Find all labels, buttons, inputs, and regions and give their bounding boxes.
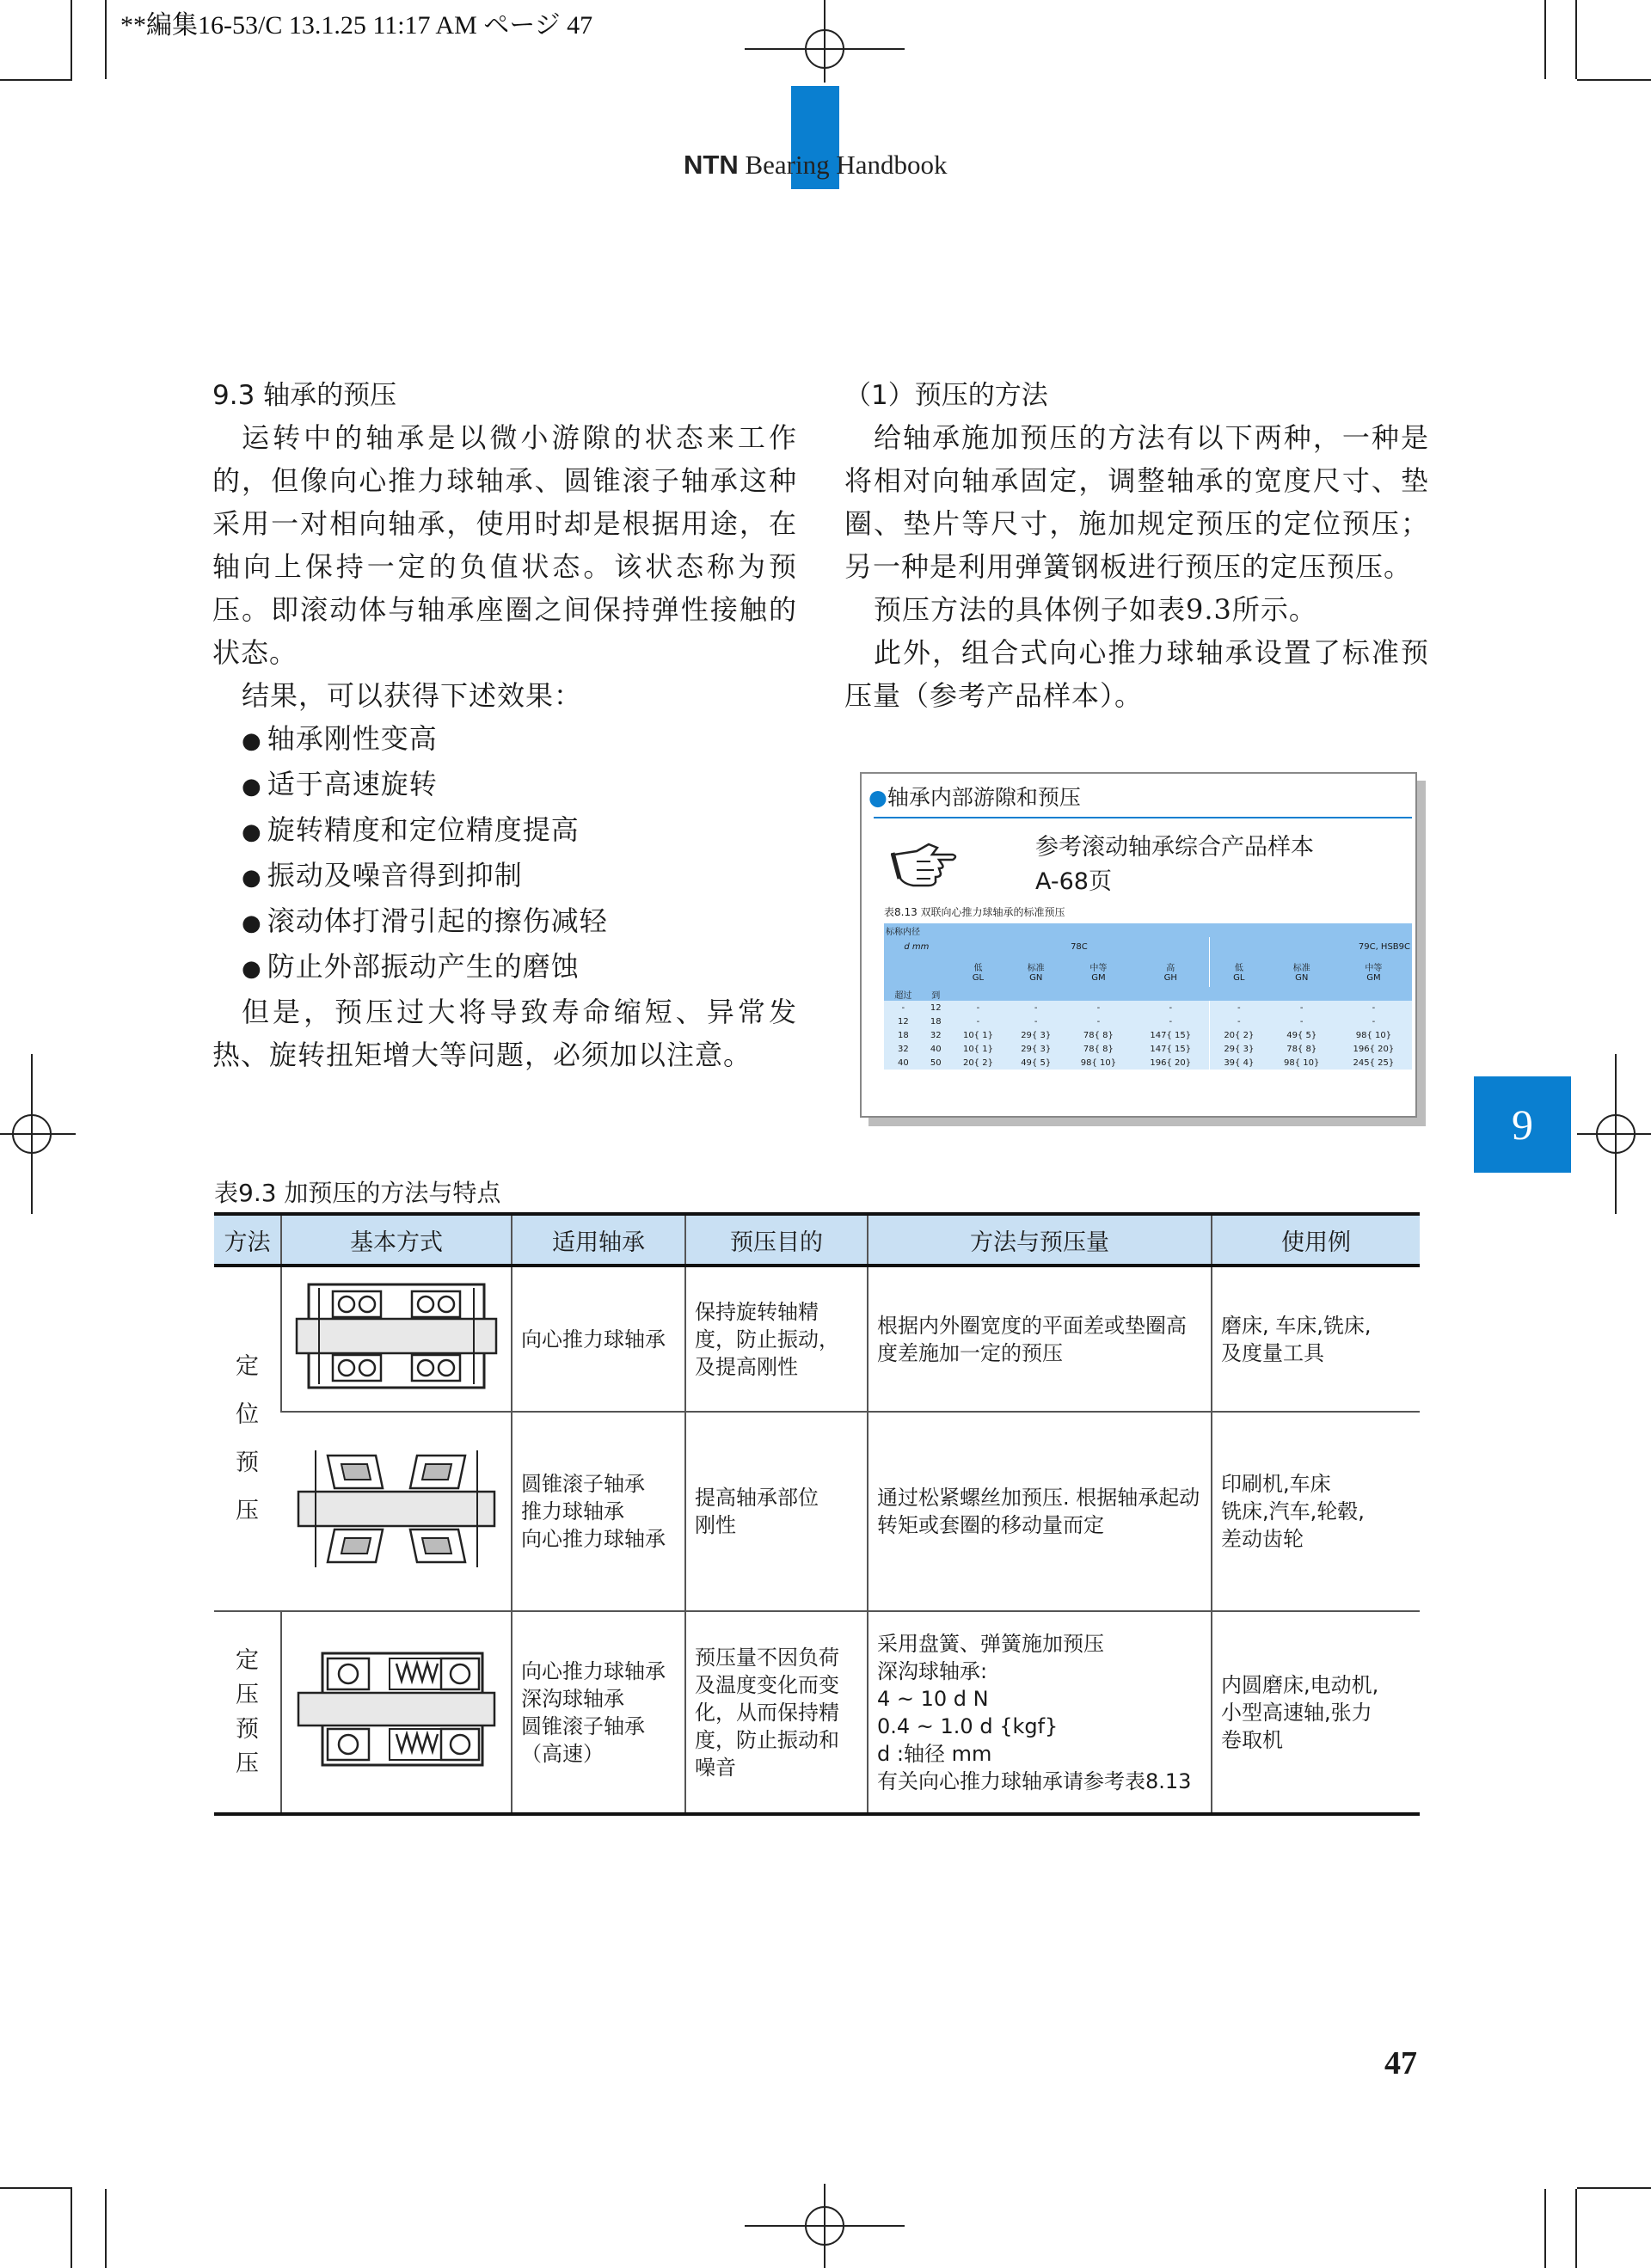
figure-cell <box>281 1266 512 1412</box>
table-cell: 49{ 5} <box>1286 1030 1317 1040</box>
table-row <box>884 1056 1412 1070</box>
crop-mark <box>1577 79 1651 81</box>
table-row <box>884 1001 1412 1014</box>
subsection-title: （1）预压的方法 <box>844 380 1048 411</box>
list-item: ● 适于高速旋转 <box>242 763 797 808</box>
print-slug: **編集16-53/C 13.1.25 11:17 AM ページ 47 <box>120 11 593 40</box>
table-row <box>214 1412 1420 1611</box>
table-cell: - <box>1096 1002 1101 1013</box>
crop-mark <box>1544 0 1546 79</box>
column-header: 预压目的 <box>685 1214 868 1266</box>
spring-preload-diagram <box>293 1645 500 1774</box>
table-row <box>214 1611 1420 1814</box>
figure-cell <box>281 1412 512 1611</box>
registration-line <box>824 0 826 83</box>
table-cell: 10{ 1} <box>962 1044 993 1054</box>
page-number: 47 <box>1384 2045 1417 2081</box>
mini-table-caption: 表8.13 双联向心推力球轴承的标准预压 <box>884 906 1065 918</box>
crop-mark <box>1577 2187 1651 2189</box>
reference-box <box>860 772 1417 1118</box>
header-brand: NTN <box>684 150 739 180</box>
paragraph: 此外，组合式向心推力球轴承设置了标准预压量（参考产品样本）。 <box>844 636 1429 712</box>
table-cell: - <box>1034 1002 1038 1013</box>
table-cell: 12 <box>897 1016 909 1027</box>
crop-mark <box>1544 2189 1546 2268</box>
standard-preload-table <box>884 923 1412 1070</box>
table-cell: 18 <box>897 1030 909 1040</box>
table-cell: - <box>1299 1016 1304 1027</box>
reference-box-title <box>868 781 1081 812</box>
table-cell: - <box>976 1002 980 1013</box>
registration-line <box>1577 1133 1651 1135</box>
crop-mark <box>1575 2189 1577 2268</box>
table-cell: 78{ 8} <box>1083 1044 1114 1054</box>
purpose-cell: 提高轴承部位 刚性 <box>685 1412 868 1611</box>
table-cell: 32 <box>930 1030 942 1040</box>
crop-mark <box>71 0 72 79</box>
table-header-cell: 超过 <box>894 990 912 1001</box>
table-row <box>884 1028 1412 1042</box>
use-example-cell: 磨床, 车床,铣床, 及度量工具 <box>1212 1266 1420 1412</box>
table-cell: 18 <box>930 1016 942 1027</box>
table-header-cell: 低 GL <box>1233 964 1245 983</box>
list-item: ● 振动及噪音得到抑制 <box>242 854 797 899</box>
table-cell: 32 <box>897 1044 909 1054</box>
crop-mark <box>0 2187 72 2189</box>
purpose-cell: 保持旋转轴精度，防止振动，及提高刚性 <box>685 1266 868 1412</box>
table-cell: 29{ 3} <box>1021 1030 1052 1040</box>
column-header: 方法与预压量 <box>868 1214 1212 1266</box>
reference-page: A-68页 <box>1035 868 1112 895</box>
method-cell: 采用盘簧、弹簧施加预压 深沟球轴承: 4 ~ 10 d N 0.4 ~ 1.0 d {kgf} d :轴径 mm 有关向心推力球轴承请参考表8.13 <box>868 1611 1212 1814</box>
table-cell: - <box>1372 1002 1376 1013</box>
bullet-dot-icon: ● <box>868 785 887 810</box>
table-header-cell: 标准 GN <box>1027 964 1045 983</box>
table-header-cell: d mm <box>904 941 930 952</box>
table-header-cell <box>1210 923 1412 937</box>
crop-mark <box>0 79 72 81</box>
table-row <box>884 1014 1412 1028</box>
table-caption: 表9.3 加预压的方法与特点 <box>214 1179 501 1207</box>
paragraph: 结果，可以获得下述效果： <box>242 679 583 712</box>
purpose-cell: 预压量不因负荷及温度变化而变化，从而保持精度，防止振动和噪音 <box>685 1611 868 1814</box>
crop-mark <box>71 2189 72 2268</box>
table-cell: 20{ 2} <box>962 1057 993 1068</box>
table-cell: 196{ 20} <box>1353 1044 1395 1054</box>
method-label-position: 定 位 预 压 <box>214 1266 281 1611</box>
table-header-cell: 标准 GN <box>1292 964 1310 983</box>
table-cell: - <box>1132 1014 1210 1028</box>
table-cell: 49{ 5} <box>1021 1057 1052 1068</box>
table-cell: 12 <box>930 1002 942 1013</box>
table-cell: - <box>1299 1002 1304 1013</box>
method-cell: 通过松紧螺丝加预压. 根据轴承起动转矩或套圈的移动量而定 <box>868 1412 1212 1611</box>
table-header-cell: 到 <box>931 990 941 1001</box>
list-item: ● 滚动体打滑引起的擦伤减轻 <box>242 899 797 945</box>
chapter-tab: 9 <box>1474 1076 1571 1173</box>
table-cell: 147{ 15} <box>1132 1042 1210 1056</box>
list-item: ● 轴承刚性变高 <box>242 717 797 763</box>
table-cell: 29{ 3} <box>1021 1044 1052 1054</box>
preload-methods-table <box>214 1212 1420 1816</box>
reference-text <box>1035 831 1314 899</box>
section-title: 9.3 轴承的预压 <box>212 380 397 411</box>
table-header-cell: 79C, HSB9C <box>1358 941 1410 952</box>
paragraph: 预压方法的具体例子如表9.3所示。 <box>874 593 1317 626</box>
table-header-cell: 78C <box>949 937 1210 956</box>
bearing-type-cell: 向心推力球轴承 <box>512 1266 685 1412</box>
table-cell: 196{ 20} <box>1132 1056 1210 1070</box>
table-cell: - <box>1372 1016 1376 1027</box>
table-cell: - <box>901 1002 905 1013</box>
table-cell: 50 <box>930 1057 942 1068</box>
bearing-type-cell: 向心推力球轴承 深沟球轴承 圆锥滚子轴承 （高速） <box>512 1611 685 1814</box>
table-cell: 10{ 1} <box>962 1030 993 1040</box>
left-column <box>212 373 797 1076</box>
table-header-cell <box>949 987 1412 1001</box>
paragraph: 给轴承施加预压的方法有以下两种，一种是将相对向轴承固定，调整轴承的宽度尺寸、垫圈、垫片等尺寸，施加规定预压的定位预压；另一种是利用弹簧钢板进行预压的定压预压。 <box>844 421 1429 583</box>
table-cell: - <box>1132 1001 1210 1014</box>
header-title: Bearing Handbook <box>738 150 948 180</box>
table-header-cell <box>949 923 1210 937</box>
table-cell: - <box>1096 1016 1101 1027</box>
table-cell: - <box>1034 1016 1038 1027</box>
table-cell: - <box>1237 1016 1241 1027</box>
running-header <box>684 150 948 181</box>
reference-line: 参考滚动轴承综合产品样本 <box>1035 834 1314 861</box>
table-cell: - <box>1237 1002 1241 1013</box>
table-cell: 29{ 3} <box>1224 1044 1255 1054</box>
table-row <box>214 1266 1420 1412</box>
table-header-cell: 标称内径 <box>886 927 920 937</box>
column-header: 方法 <box>214 1214 281 1266</box>
reference-box-title-text: 轴承内部游隙和预压 <box>887 785 1081 810</box>
table-header-cell <box>884 956 949 987</box>
table-header-cell: 低 GL <box>972 964 985 983</box>
registration-line <box>745 2225 905 2227</box>
table-header-cell: 中等 GM <box>1365 964 1383 983</box>
table-cell: 78{ 8} <box>1083 1030 1114 1040</box>
column-header: 适用轴承 <box>512 1214 685 1266</box>
table-cell: 78{ 8} <box>1286 1044 1317 1054</box>
crop-mark <box>105 0 107 79</box>
column-header: 使用例 <box>1212 1214 1420 1266</box>
table-cell: 98{ 10} <box>1355 1030 1392 1040</box>
bearing-type-cell: 圆锥滚子轴承 推力球轴承 向心推力球轴承 <box>512 1412 685 1611</box>
table-cell: 98{ 10} <box>1284 1057 1320 1068</box>
use-example-cell: 内圆磨床,电动机, 小型高速轴,张力 卷取机 <box>1212 1611 1420 1814</box>
registration-line <box>0 1133 76 1135</box>
method-cell: 根据内外圈宽度的平面差或垫圈高度差施加一定的预压 <box>868 1266 1212 1412</box>
tapered-roller-bearing-diagram <box>293 1444 500 1572</box>
table-cell: 245{ 25} <box>1353 1057 1395 1068</box>
figure-cell <box>281 1611 512 1814</box>
paragraph: 但是，预压过大将导致寿命缩短、异常发热、旋转扭矩增大等问题，必须加以注意。 <box>212 996 797 1071</box>
table-cell: 98{ 10} <box>1080 1057 1117 1068</box>
pointing-hand-icon <box>891 836 960 896</box>
table-cell: 147{ 15} <box>1132 1028 1210 1042</box>
column-header: 基本方式 <box>281 1214 512 1266</box>
list-item: ● 防止外部振动产生的磨蚀 <box>242 945 797 990</box>
table-row <box>884 1042 1412 1056</box>
table-cell: 39{ 4} <box>1224 1057 1255 1068</box>
use-example-cell: 印刷机,车床 铣床,汽车,轮毂, 差动齿轮 <box>1212 1412 1420 1611</box>
table-header-cell: 高 GH <box>1132 956 1210 987</box>
list-item: ● 旋转精度和定位精度提高 <box>242 808 797 854</box>
effects-list <box>212 717 797 990</box>
angular-ball-bearing-diagram <box>293 1276 500 1396</box>
registration-line <box>745 48 905 50</box>
table-cell: 40 <box>897 1057 909 1068</box>
right-column <box>844 373 1429 717</box>
table-cell: 20{ 2} <box>1224 1030 1255 1040</box>
table-cell: - <box>976 1016 980 1027</box>
table-header-cell: 中等 GM <box>1089 964 1108 983</box>
paragraph: 运转中的轴承是以微小游隙的状态来工作的，但像向心推力球轴承、圆锥滚子轴承这种采用一对相向轴承，使用时却是根据用途，在轴向上保持一定的负值状态。该状态称为预压。即滚动体与轴承座圈之间保持弹性接触的状态。 <box>212 421 797 669</box>
table-cell: 40 <box>930 1044 942 1054</box>
crop-mark <box>105 2189 107 2268</box>
mini-table-body <box>884 1001 1412 1070</box>
divider <box>874 817 1412 818</box>
crop-mark <box>1575 0 1577 79</box>
method-label-pressure: 定 压 预 压 <box>214 1611 281 1814</box>
